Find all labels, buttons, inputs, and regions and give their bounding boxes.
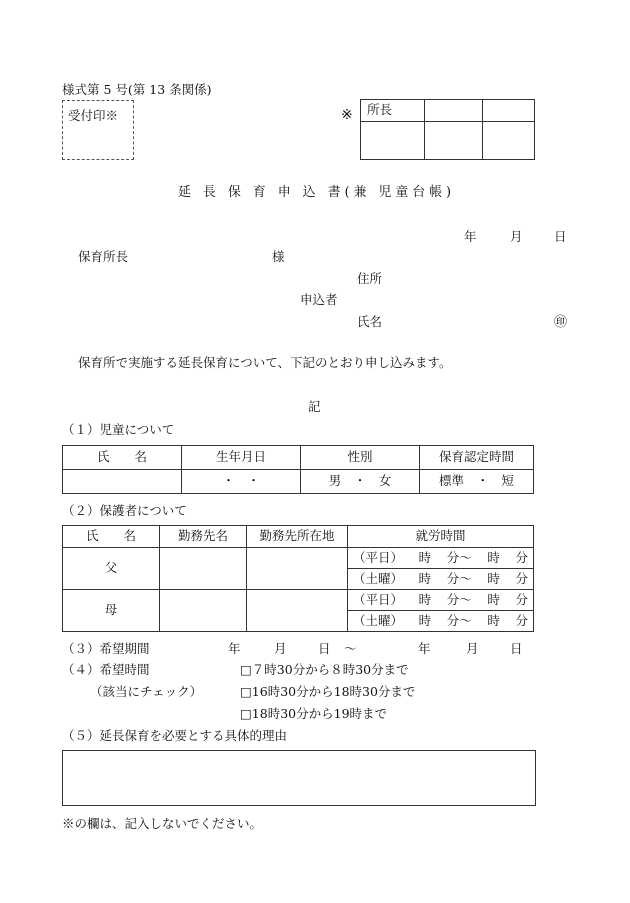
father-work-address-cell[interactable]: [247, 548, 348, 590]
hour-unit: 時: [418, 549, 432, 565]
page-title: 延 長 保 育 申 込 書(兼 児童台帳): [178, 185, 455, 200]
start-year-label: 年: [228, 641, 241, 656]
addressee-honorific: 様: [272, 249, 285, 264]
weekday-label: （平日）: [353, 549, 404, 565]
hour-unit: 時: [418, 570, 432, 586]
time-option-1[interactable]: □７時30分から８時30分まで: [240, 662, 409, 677]
start-month-label: 月: [274, 641, 287, 656]
section1-heading: （１）児童について: [62, 422, 175, 437]
time-option-3[interactable]: □18時30分から19時まで: [240, 706, 388, 721]
header-name: 氏 名: [63, 446, 182, 470]
address-label: 住所: [357, 271, 383, 286]
section3-heading: （３）希望期間: [62, 641, 150, 656]
seal-mark: ㊞: [554, 315, 568, 330]
reception-stamp-label: 受付印※: [68, 108, 119, 123]
father-workplace-cell[interactable]: [160, 548, 247, 590]
time-option-2[interactable]: □16時30分から18時30分まで: [240, 684, 416, 699]
child-dob-cell[interactable]: ・ ・: [182, 470, 301, 494]
mother-weekday-hours[interactable]: [348, 590, 534, 611]
footnote: ※の欄は、記入しないでください。: [62, 816, 263, 831]
father-weekday-hours[interactable]: [348, 548, 534, 569]
hour-unit: 時: [487, 612, 500, 628]
minute-unit: 分: [515, 612, 528, 628]
section2-heading: （２）保護者について: [62, 503, 187, 518]
weekday-label: （平日）: [353, 591, 404, 607]
approval-cell[interactable]: [483, 100, 535, 122]
approval-stamp-cell[interactable]: [361, 122, 425, 160]
hour-unit: 時: [487, 591, 500, 607]
approval-stamp-cell[interactable]: [483, 122, 535, 160]
end-day-label: 日: [510, 641, 523, 656]
minute-unit: 分: [515, 591, 528, 607]
section4-note: （該当にチェック）: [90, 684, 203, 699]
hour-unit: 時: [418, 591, 432, 607]
ki-label: 記: [308, 399, 321, 414]
mother-work-address-cell[interactable]: [247, 590, 348, 632]
hour-unit: 時: [418, 612, 432, 628]
approval-table: [360, 99, 535, 160]
guardian-table: [62, 525, 534, 632]
end-month-label: 月: [466, 641, 479, 656]
saturday-label: （土曜）: [353, 612, 404, 628]
minute-from-unit: 分～: [446, 549, 472, 565]
applicant-label: 申込者: [300, 292, 338, 307]
father-saturday-hours[interactable]: [348, 569, 534, 590]
minute-from-unit: 分～: [446, 570, 472, 586]
approval-cell[interactable]: [425, 100, 483, 122]
hour-unit: 時: [487, 549, 500, 565]
header-work-hours: 就労時間: [348, 526, 534, 548]
applicant-name-label: 氏名: [357, 314, 383, 329]
saturday-label: （土曜）: [353, 570, 404, 586]
form-number: 様式第 5 号(第 13 条関係): [62, 82, 212, 97]
reception-stamp-box: [62, 100, 134, 160]
statement: 保育所で実施する延長保育について、下記のとおり申し込みます。: [78, 355, 452, 370]
end-year-label: 年: [418, 641, 431, 656]
date-year-label: 年: [464, 229, 477, 244]
hour-unit: 時: [487, 570, 500, 586]
father-label: 父: [63, 548, 160, 590]
mother-workplace-cell[interactable]: [160, 590, 247, 632]
start-day-label: 日: [318, 641, 331, 656]
period-tilde: ～: [344, 641, 357, 656]
mother-label: 母: [63, 590, 160, 632]
approval-stamp-cell[interactable]: [425, 122, 483, 160]
child-sex-cell[interactable]: 男 ・ 女: [301, 470, 420, 494]
child-name-cell[interactable]: [63, 470, 182, 494]
minute-unit: 分: [515, 570, 528, 586]
date-day-label: 日: [554, 229, 567, 244]
mother-saturday-hours[interactable]: [348, 611, 534, 632]
approval-mark: ※: [341, 107, 353, 123]
director-label: 所長: [361, 100, 425, 122]
header-sex: 性別: [301, 446, 420, 470]
minute-from-unit: 分～: [446, 591, 472, 607]
reason-field[interactable]: [62, 750, 536, 806]
header-workplace: 勤務先名: [160, 526, 247, 548]
date-month-label: 月: [510, 229, 523, 244]
header-cert-hours: 保育認定時間: [420, 446, 534, 470]
child-cert-cell[interactable]: 標準 ・ 短: [420, 470, 534, 494]
header-guardian-name: 氏 名: [63, 526, 160, 548]
section5-heading: （５）延長保育を必要とする具体的理由: [62, 728, 288, 743]
section4-heading: （４）希望時間: [62, 662, 150, 677]
child-table: [62, 445, 534, 494]
header-work-address: 勤務先所在地: [247, 526, 348, 548]
minute-from-unit: 分～: [446, 612, 472, 628]
minute-unit: 分: [515, 549, 528, 565]
header-dob: 生年月日: [182, 446, 301, 470]
addressee-name: 保育所長: [78, 249, 129, 264]
